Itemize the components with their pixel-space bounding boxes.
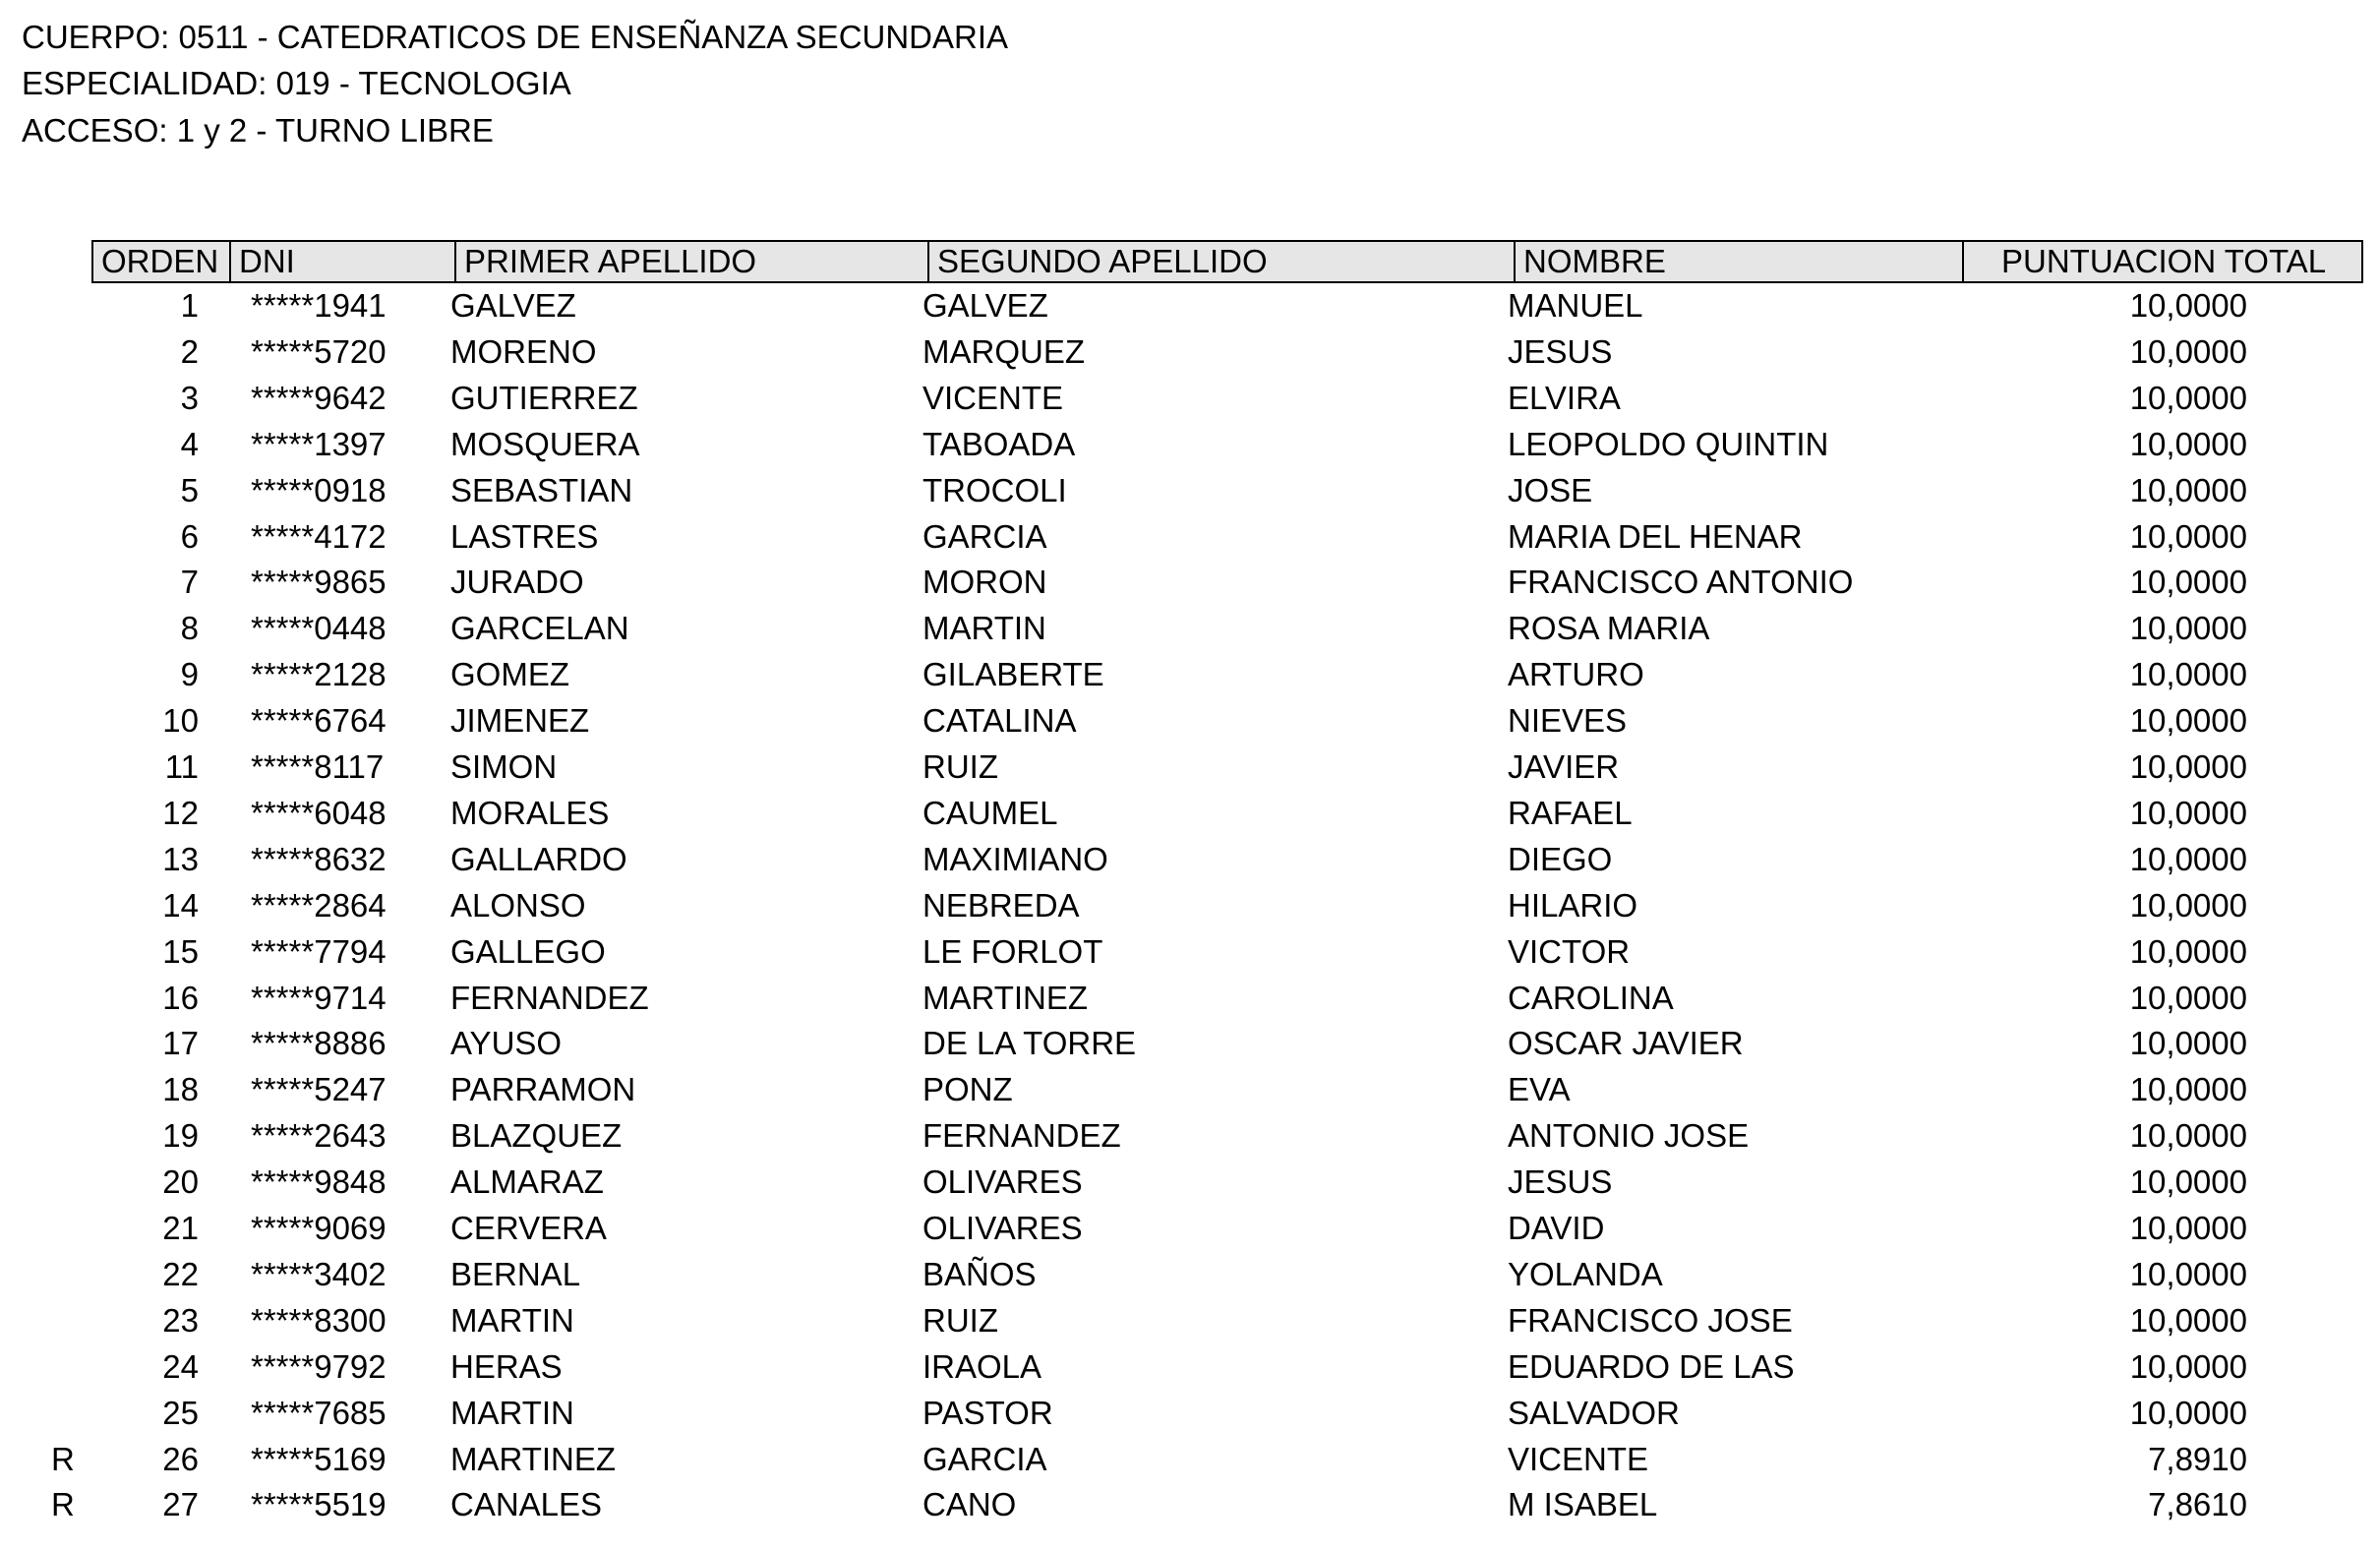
- row-nombre: FRANCISCO ANTONIO: [1508, 564, 1854, 601]
- table-row: [0, 651, 2380, 697]
- row-dni: *****5519: [251, 1486, 387, 1523]
- row-primer-apellido: CERVERA: [450, 1210, 607, 1246]
- row-primer-apellido: ALMARAZ: [450, 1163, 604, 1201]
- acceso-heading: ACCESO: 1 y 2 - TURNO LIBRE: [22, 112, 494, 149]
- row-orden: 17: [162, 1025, 199, 1062]
- row-dni: *****7794: [251, 932, 387, 970]
- row-dni: *****9642: [251, 379, 387, 416]
- row-orden: 9: [180, 656, 199, 693]
- row-primer-apellido: GALLEGO: [450, 932, 606, 970]
- table-row: [0, 513, 2380, 560]
- row-segundo-apellido: GALVEZ: [922, 287, 1048, 324]
- row-segundo-apellido: PASTOR: [922, 1394, 1053, 1431]
- row-orden: 3: [180, 379, 199, 416]
- table-row: [0, 836, 2380, 882]
- row-dni: *****1397: [251, 425, 387, 462]
- row-nombre: MANUEL: [1508, 287, 1643, 324]
- row-dni: *****8886: [251, 1025, 387, 1062]
- row-dni: *****0918: [251, 471, 387, 508]
- row-segundo-apellido: DE LA TORRE: [922, 1025, 1137, 1062]
- row-primer-apellido: SIMON: [450, 748, 558, 785]
- row-puntuacion: 10,0000: [2129, 1347, 2247, 1385]
- row-primer-apellido: MOSQUERA: [450, 425, 640, 462]
- row-segundo-apellido: RUIZ: [922, 1301, 998, 1339]
- row-dni: *****4172: [251, 517, 387, 555]
- row-nombre: JESUS: [1508, 332, 1613, 370]
- row-orden: 12: [162, 794, 199, 831]
- row-nombre: ELVIRA: [1508, 379, 1621, 416]
- table-row: [0, 1159, 2380, 1205]
- column-header-primer-apellido: PRIMER APELLIDO: [464, 243, 757, 279]
- row-flag: R: [51, 1440, 75, 1477]
- row-primer-apellido: FERNANDEZ: [450, 979, 649, 1016]
- row-dni: *****9865: [251, 564, 387, 601]
- row-segundo-apellido: PONZ: [922, 1071, 1013, 1108]
- row-puntuacion: 10,0000: [2129, 564, 2247, 601]
- row-orden: 19: [162, 1117, 199, 1155]
- row-segundo-apellido: VICENTE: [922, 379, 1064, 416]
- row-puntuacion: 10,0000: [2129, 379, 2247, 416]
- table-row: [0, 1436, 2380, 1482]
- row-puntuacion: 10,0000: [2129, 1163, 2247, 1201]
- row-segundo-apellido: MAXIMIANO: [922, 840, 1108, 877]
- row-puntuacion: 10,0000: [2129, 979, 2247, 1016]
- row-segundo-apellido: OLIVARES: [922, 1163, 1083, 1201]
- table-row: [0, 421, 2380, 467]
- row-nombre: JAVIER: [1508, 748, 1620, 785]
- row-nombre: DIEGO: [1508, 840, 1613, 877]
- row-dni: *****2864: [251, 886, 387, 924]
- row-dni: *****9069: [251, 1210, 387, 1246]
- table-row: [0, 744, 2380, 790]
- table-row: [0, 1112, 2380, 1159]
- row-primer-apellido: CANALES: [450, 1486, 603, 1523]
- table-row: [0, 882, 2380, 928]
- row-segundo-apellido: RUIZ: [922, 748, 998, 785]
- table-row: [0, 1343, 2380, 1390]
- row-primer-apellido: MORENO: [450, 332, 597, 370]
- row-segundo-apellido: NEBREDA: [922, 886, 1080, 924]
- column-header-nombre: NOMBRE: [1523, 243, 1666, 279]
- row-puntuacion: 10,0000: [2129, 748, 2247, 785]
- row-puntuacion: 10,0000: [2129, 1394, 2247, 1431]
- row-orden: 11: [164, 748, 199, 785]
- row-dni: *****0448: [251, 610, 387, 647]
- row-segundo-apellido: OLIVARES: [922, 1210, 1083, 1246]
- especialidad-heading: ESPECIALIDAD: 019 - TECNOLOGIA: [22, 65, 571, 101]
- row-orden: 14: [162, 886, 199, 924]
- row-segundo-apellido: GILABERTE: [922, 656, 1104, 693]
- row-nombre: EVA: [1508, 1071, 1571, 1108]
- table-row: [0, 559, 2380, 605]
- row-nombre: NIEVES: [1508, 702, 1628, 740]
- row-segundo-apellido: CAUMEL: [922, 794, 1058, 831]
- row-puntuacion: 10,0000: [2129, 656, 2247, 693]
- row-puntuacion: 7,8610: [2148, 1486, 2247, 1523]
- row-primer-apellido: JIMENEZ: [450, 702, 590, 740]
- row-primer-apellido: GUTIERREZ: [450, 379, 638, 416]
- row-segundo-apellido: GARCIA: [922, 1440, 1047, 1477]
- column-header-puntuacion-total: PUNTUACION TOTAL: [2001, 243, 2327, 279]
- table-row: [0, 282, 2380, 328]
- row-orden: 22: [162, 1255, 199, 1292]
- row-puntuacion: 10,0000: [2129, 1117, 2247, 1155]
- row-primer-apellido: BLAZQUEZ: [450, 1117, 623, 1155]
- row-orden: 8: [180, 610, 199, 647]
- row-orden: 16: [162, 979, 199, 1016]
- row-nombre: DAVID: [1508, 1210, 1605, 1246]
- row-segundo-apellido: MARQUEZ: [922, 332, 1085, 370]
- row-orden: 2: [180, 332, 199, 370]
- row-primer-apellido: PARRAMON: [450, 1071, 636, 1108]
- row-flag: R: [51, 1486, 75, 1523]
- table-row: [0, 467, 2380, 513]
- table-row: [0, 1297, 2380, 1343]
- row-orden: 20: [162, 1163, 199, 1201]
- row-nombre: LEOPOLDO QUINTIN: [1508, 425, 1829, 462]
- row-primer-apellido: MARTINEZ: [450, 1440, 617, 1477]
- row-orden: 4: [180, 425, 199, 462]
- row-segundo-apellido: IRAOLA: [922, 1347, 1042, 1385]
- row-primer-apellido: MARTIN: [450, 1394, 574, 1431]
- row-nombre: CAROLINA: [1508, 979, 1674, 1016]
- row-orden: 10: [162, 702, 199, 740]
- table-row: [0, 1390, 2380, 1436]
- row-nombre: JESUS: [1508, 1163, 1613, 1201]
- row-segundo-apellido: LE FORLOT: [922, 932, 1103, 970]
- row-nombre: SALVADOR: [1508, 1394, 1680, 1431]
- row-puntuacion: 10,0000: [2129, 840, 2247, 877]
- row-dni: *****9792: [251, 1347, 387, 1385]
- table-row: [0, 1481, 2380, 1527]
- table-row: [0, 928, 2380, 975]
- table-row: [0, 1205, 2380, 1251]
- row-puntuacion: 10,0000: [2129, 1071, 2247, 1108]
- row-puntuacion: 10,0000: [2129, 1255, 2247, 1292]
- column-header-orden: ORDEN: [101, 243, 219, 279]
- table-header: [91, 240, 2363, 283]
- row-puntuacion: 10,0000: [2129, 610, 2247, 647]
- row-orden: 23: [162, 1301, 199, 1339]
- row-primer-apellido: MARTIN: [450, 1301, 574, 1339]
- row-segundo-apellido: CATALINA: [922, 702, 1077, 740]
- column-header-segundo-apellido: SEGUNDO APELLIDO: [937, 243, 1268, 279]
- row-orden: 7: [180, 564, 199, 601]
- row-primer-apellido: HERAS: [450, 1347, 563, 1385]
- row-segundo-apellido: TROCOLI: [922, 471, 1067, 508]
- table-row: [0, 1251, 2380, 1297]
- row-puntuacion: 10,0000: [2129, 1025, 2247, 1062]
- row-nombre: VICTOR: [1508, 932, 1631, 970]
- row-puntuacion: 10,0000: [2129, 425, 2247, 462]
- row-puntuacion: 10,0000: [2129, 1210, 2247, 1246]
- cuerpo-heading: CUERPO: 0511 - CATEDRATICOS DE ENSEÑANZA SECUNDARIA: [22, 19, 1009, 55]
- row-nombre: HILARIO: [1508, 886, 1638, 924]
- table-row: [0, 1066, 2380, 1112]
- row-puntuacion: 10,0000: [2129, 794, 2247, 831]
- row-puntuacion: 7,8910: [2148, 1440, 2247, 1477]
- row-segundo-apellido: FERNANDEZ: [922, 1117, 1121, 1155]
- table-row: [0, 790, 2380, 836]
- row-segundo-apellido: MORON: [922, 564, 1047, 601]
- row-segundo-apellido: MARTIN: [922, 610, 1046, 647]
- row-segundo-apellido: MARTINEZ: [922, 979, 1089, 1016]
- row-puntuacion: 10,0000: [2129, 1301, 2247, 1339]
- row-dni: *****1941: [251, 287, 387, 324]
- row-orden: 26: [162, 1440, 199, 1477]
- row-nombre: EDUARDO DE LAS: [1508, 1347, 1795, 1385]
- row-puntuacion: 10,0000: [2129, 932, 2247, 970]
- row-dni: *****5720: [251, 332, 387, 370]
- table-row: [0, 975, 2380, 1021]
- row-segundo-apellido: CANO: [922, 1486, 1017, 1523]
- row-puntuacion: 10,0000: [2129, 471, 2247, 508]
- row-dni: *****2643: [251, 1117, 387, 1155]
- column-header-dni: DNI: [239, 243, 295, 279]
- row-primer-apellido: JURADO: [450, 564, 584, 601]
- row-primer-apellido: LASTRES: [450, 517, 599, 555]
- row-segundo-apellido: GARCIA: [922, 517, 1047, 555]
- row-primer-apellido: SEBASTIAN: [450, 471, 633, 508]
- row-nombre: OSCAR JAVIER: [1508, 1025, 1744, 1062]
- row-nombre: VICENTE: [1508, 1440, 1649, 1477]
- table-row: [0, 1020, 2380, 1066]
- row-dni: *****5169: [251, 1440, 387, 1477]
- row-primer-apellido: GALVEZ: [450, 287, 576, 324]
- row-segundo-apellido: BAÑOS: [922, 1255, 1037, 1292]
- row-dni: *****6048: [251, 794, 387, 831]
- row-dni: *****2128: [251, 656, 387, 693]
- row-dni: *****5247: [251, 1071, 387, 1108]
- row-segundo-apellido: TABOADA: [922, 425, 1076, 462]
- table-row: [0, 605, 2380, 651]
- table-row: [0, 697, 2380, 744]
- row-primer-apellido: AYUSO: [450, 1025, 563, 1062]
- row-puntuacion: 10,0000: [2129, 886, 2247, 924]
- row-nombre: ANTONIO JOSE: [1508, 1117, 1750, 1155]
- row-puntuacion: 10,0000: [2129, 332, 2247, 370]
- row-nombre: ROSA MARIA: [1508, 610, 1710, 647]
- row-orden: 25: [162, 1394, 199, 1431]
- row-nombre: ARTURO: [1508, 656, 1644, 693]
- row-orden: 1: [180, 287, 199, 324]
- row-orden: 5: [180, 471, 199, 508]
- row-dni: *****9848: [251, 1163, 387, 1201]
- row-nombre: MARIA DEL HENAR: [1508, 517, 1803, 555]
- row-dni: *****8300: [251, 1301, 387, 1339]
- row-puntuacion: 10,0000: [2129, 517, 2247, 555]
- row-primer-apellido: ALONSO: [450, 886, 586, 924]
- row-nombre: FRANCISCO JOSE: [1508, 1301, 1793, 1339]
- row-primer-apellido: MORALES: [450, 794, 610, 831]
- row-orden: 13: [162, 840, 199, 877]
- table-row: [0, 375, 2380, 421]
- row-primer-apellido: GALLARDO: [450, 840, 627, 877]
- row-nombre: RAFAEL: [1508, 794, 1633, 831]
- row-puntuacion: 10,0000: [2129, 702, 2247, 740]
- row-dni: *****9714: [251, 979, 387, 1016]
- row-orden: 6: [180, 517, 199, 555]
- row-orden: 21: [162, 1210, 199, 1246]
- row-orden: 15: [162, 932, 199, 970]
- row-dni: *****8117: [251, 748, 385, 785]
- row-nombre: YOLANDA: [1508, 1255, 1663, 1292]
- row-dni: *****3402: [251, 1255, 387, 1292]
- row-nombre: M ISABEL: [1508, 1486, 1658, 1523]
- row-dni: *****6764: [251, 702, 387, 740]
- row-primer-apellido: BERNAL: [450, 1255, 581, 1292]
- row-orden: 18: [162, 1071, 199, 1108]
- row-puntuacion: 10,0000: [2129, 287, 2247, 324]
- row-orden: 27: [162, 1486, 199, 1523]
- row-nombre: JOSE: [1508, 471, 1593, 508]
- row-dni: *****8632: [251, 840, 387, 877]
- row-primer-apellido: GOMEZ: [450, 656, 569, 693]
- table-row: [0, 328, 2380, 375]
- row-primer-apellido: GARCELAN: [450, 610, 629, 647]
- row-orden: 24: [162, 1347, 199, 1385]
- row-dni: *****7685: [251, 1394, 387, 1431]
